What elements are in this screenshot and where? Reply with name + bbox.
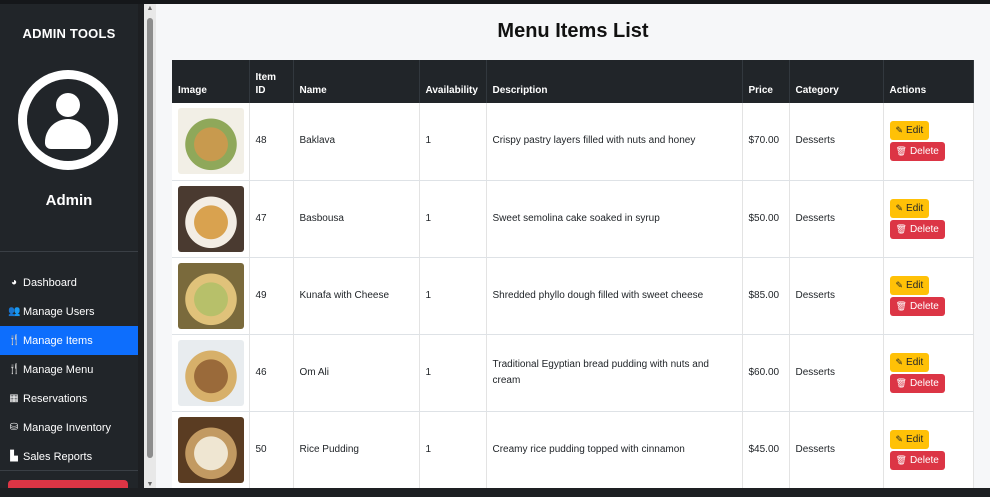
sidebar-item-label: Reservations [23,392,88,405]
cell-availability: 1 [419,334,486,411]
cell-description: Crispy pastry layers filled with nuts and honey [486,103,742,180]
column-header: Availability [419,60,486,103]
utensils-icon: 🍴 [8,364,21,375]
delete-label: Delete [909,146,939,158]
edit-button[interactable] [890,353,930,372]
table-row [172,257,973,334]
trash-icon: 🗑 [895,454,907,465]
sidebar-item-label: Manage Menu [23,363,94,376]
cell-price: $85.00 [742,257,789,334]
vertical-scrollbar[interactable] [144,4,156,488]
sidebar-item-label: Manage Users [23,305,95,318]
cell-availability: 1 [419,103,486,180]
action-buttons [890,199,967,239]
action-buttons [890,276,967,316]
trash-icon: 🗑 [895,146,907,157]
delete-button[interactable] [890,451,945,470]
cell-id: 47 [249,180,293,257]
sidebar-item-manage-menu[interactable] [0,355,138,384]
sidebar-item-label: Sales Reports [23,450,93,463]
edit-label: Edit [906,125,924,137]
cell-availability: 1 [419,257,486,334]
table-row [172,103,973,180]
sidebar-divider [0,251,138,252]
cell-name: Basbousa [293,180,419,257]
scroll-thumb[interactable] [147,18,153,458]
image-cell [172,411,249,488]
menu-item-image [178,263,244,329]
image-cell [172,257,249,334]
cell-category: Desserts [789,180,883,257]
cell-price: $60.00 [742,334,789,411]
edit-label: Edit [906,356,924,368]
scroll-up-arrow-icon[interactable]: ▲ [146,5,154,12]
sidebar-item-dashboard[interactable] [0,268,138,297]
actions-cell [883,334,973,411]
edit-button[interactable] [890,276,930,295]
table-row [172,180,973,257]
boxes-icon: ⛁ [9,422,19,433]
cell-description: Traditional Egyptian bread pudding with nuts and cream [486,334,742,411]
table-header-row [172,60,973,103]
cell-category: Desserts [789,334,883,411]
action-buttons [890,353,967,393]
edit-icon: ✎ [895,125,904,136]
action-buttons [890,430,967,470]
delete-button[interactable] [890,220,945,239]
column-header: Item ID [249,60,293,103]
utensils-icon: 🍴 [8,335,21,346]
user-avatar-icon [18,70,118,170]
trash-icon: 🗑 [895,377,907,388]
page-title: Menu Items List [497,20,649,42]
image-cell [172,334,249,411]
trash-icon: 🗑 [895,300,907,311]
actions-cell [883,180,973,257]
column-header: Name [293,60,419,103]
trash-icon: 🗑 [895,223,907,234]
column-header: Price [742,60,789,103]
sidebar-nav [0,268,138,471]
edit-label: Edit [906,279,924,291]
calendar-icon: ▦ [9,393,19,404]
sidebar-item-manage-items[interactable] [0,326,138,355]
cell-price: $70.00 [742,103,789,180]
cell-id: 46 [249,334,293,411]
cell-description: Sweet semolina cake soaked in syrup [486,180,742,257]
edit-icon: ✎ [895,356,904,367]
column-header: Description [486,60,742,103]
menu-item-image [178,340,244,406]
edit-label: Edit [906,433,924,445]
image-cell [172,103,249,180]
cell-price: $45.00 [742,411,789,488]
edit-icon: ✎ [895,279,904,290]
cell-category: Desserts [789,103,883,180]
edit-button[interactable] [890,121,930,140]
column-header: Actions [883,60,973,103]
sidebar-divider-bottom [0,470,138,471]
delete-button[interactable] [890,297,945,316]
cell-id: 50 [249,411,293,488]
chart-icon: ▙ [10,451,18,462]
main-content [156,4,990,488]
menu-item-image [178,186,244,252]
cell-id: 49 [249,257,293,334]
cell-description: Creamy rice pudding topped with cinnamon [486,411,742,488]
delete-label: Delete [909,223,939,235]
table-row [172,411,973,488]
scroll-down-arrow-icon[interactable]: ▼ [146,481,154,488]
cell-availability: 1 [419,180,486,257]
delete-button[interactable] [890,374,945,393]
sidebar-item-label: Manage Inventory [23,421,112,434]
action-buttons [890,121,967,161]
actions-cell [883,257,973,334]
cell-availability: 1 [419,411,486,488]
actions-cell [883,411,973,488]
sidebar-item-reservations[interactable] [0,384,138,413]
table-body [172,103,973,488]
menu-items-table [172,60,973,488]
users-icon: 👥 [8,306,21,317]
username: Admin [45,192,93,209]
sidebar-item-label: Dashboard [23,276,77,289]
actions-cell [883,103,973,180]
sidebar-item-manage-inventory[interactable] [0,413,138,442]
column-header: Image [172,60,249,103]
sidebar-item-label: Manage Items [23,334,93,347]
cell-description: Shredded phyllo dough filled with sweet cheese [486,257,742,334]
cell-category: Desserts [789,257,883,334]
cell-price: $50.00 [742,180,789,257]
delete-button[interactable] [890,142,945,161]
window-bottom-edge [0,488,990,497]
cell-id: 48 [249,103,293,180]
image-cell [172,180,249,257]
delete-label: Delete [909,300,939,312]
cell-name: Om Ali [293,334,419,411]
edit-icon: ✎ [895,202,904,213]
cell-category: Desserts [789,411,883,488]
table-row [172,334,973,411]
brand-title: ADMIN TOOLS [22,26,116,41]
delete-label: Delete [909,454,939,466]
cell-name: Baklava [293,103,419,180]
edit-label: Edit [906,202,924,214]
menu-item-image [178,108,244,174]
dashboard-icon: ◕ [10,277,18,288]
menu-item-image [178,417,244,483]
cell-name: Kunafa with Cheese [293,257,419,334]
delete-label: Delete [909,377,939,389]
edit-button[interactable] [890,199,930,218]
edit-button[interactable] [890,430,930,449]
sidebar-item-sales-reports[interactable] [0,442,138,471]
sidebar [0,4,138,497]
column-header: Category [789,60,883,103]
cell-name: Rice Pudding [293,411,419,488]
sidebar-item-manage-users[interactable] [0,297,138,326]
edit-icon: ✎ [895,433,904,444]
